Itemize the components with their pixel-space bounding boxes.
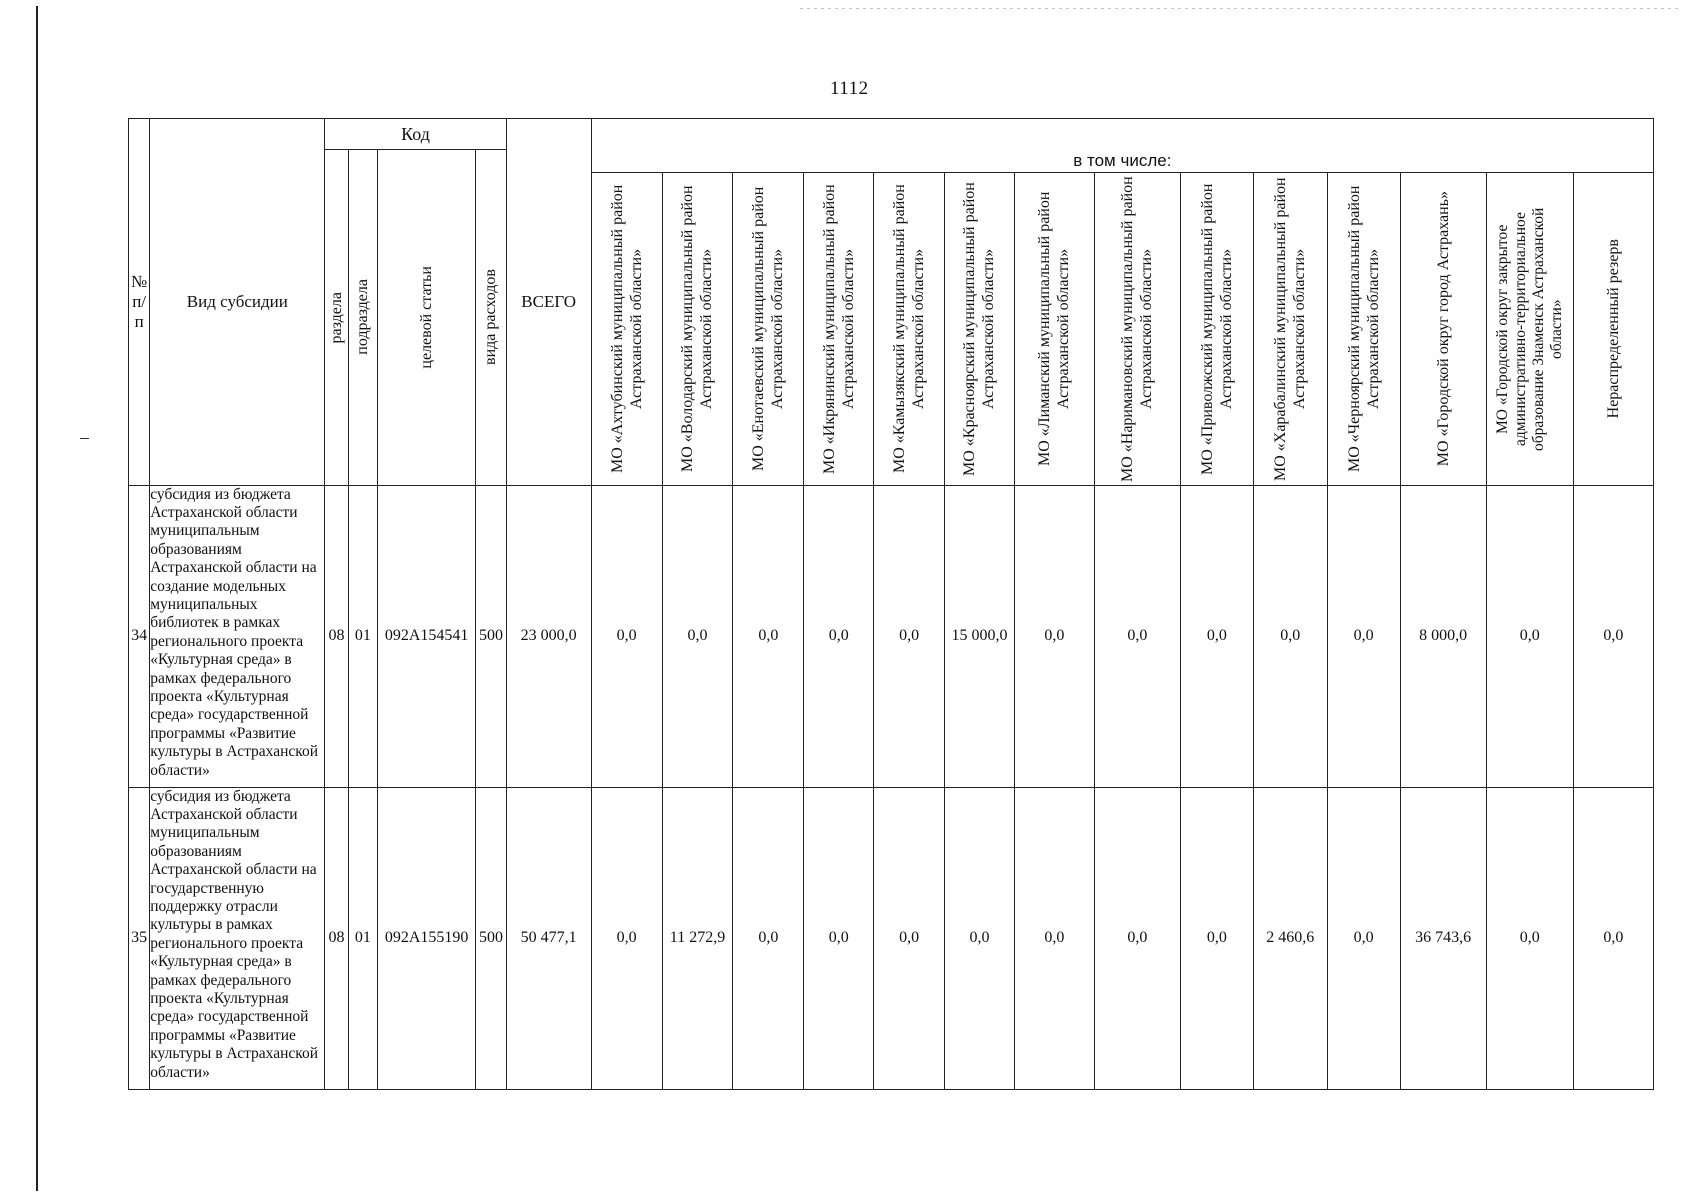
header-mo (733, 172, 804, 485)
row-value: 0,0 (1253, 485, 1327, 787)
header-subsidy-type: Вид субсидии (150, 119, 325, 486)
header-mo-label: МО «Икрянинский муниципальный район Астраханской области» (820, 183, 857, 474)
header-target (378, 150, 476, 486)
row-section: 08 (325, 485, 348, 787)
header-mo (945, 172, 1015, 485)
row-value: 0,0 (874, 485, 945, 787)
header-mo (1094, 172, 1180, 485)
header-mo (1400, 172, 1486, 485)
row-number: 35 (129, 787, 150, 1089)
header-mo-label: МО «Городской округ закрытое административно-территориальное образование Знаменск Астраханской области» (1493, 206, 1565, 451)
header-mo-label: МО «Городской округ город Астрахань» (1434, 190, 1452, 467)
scan-noise (800, 8, 1680, 9)
header-expense (476, 150, 506, 486)
header-target-label: целевой статьи (418, 265, 436, 369)
page-number: 1112 (830, 78, 869, 99)
header-reserve (1573, 172, 1653, 485)
row-value: 0,0 (1094, 787, 1180, 1089)
row-description: субсидия из бюджета Астраханской области муниципальным образованиям Астраханской области на создание модельных муниципальных библиотек в рамках регионального проекта «Культурная среда» в рамках федерального проекта «Культурная среда» государственной программы «Развитие культуры в Астраханской области» (150, 485, 325, 787)
header-mo-label: МО «Наримановский муниципальный район Астраханской области» (1119, 175, 1156, 482)
row-value: 0,0 (1486, 485, 1573, 787)
header-total: ВСЕГО (506, 119, 591, 486)
table-row (129, 787, 1654, 1089)
header-code: Код (325, 119, 506, 150)
row-number: 34 (129, 485, 150, 787)
row-value: 0,0 (804, 485, 874, 787)
row-subsection: 01 (348, 485, 377, 787)
header-mo (1014, 172, 1094, 485)
row-target: 092A155190 (378, 787, 476, 1089)
row-value: 0,0 (733, 485, 804, 787)
header-mo-label: МО «Володарский муниципальный район Астраханской области» (679, 185, 716, 472)
row-subsection: 01 (348, 787, 377, 1089)
header-mo-label: МО «Камызякский муниципальный район Астраханской области» (891, 184, 928, 473)
row-value: 0,0 (662, 485, 733, 787)
header-mo (591, 172, 662, 485)
header-mo-label: МО «Черноярский муниципальный район Астраханской области» (1345, 185, 1382, 472)
row-section: 08 (325, 787, 348, 1089)
header-mo (1253, 172, 1327, 485)
header-including-spacer (591, 119, 1653, 150)
header-mo (804, 172, 874, 485)
row-value: 8 000,0 (1400, 485, 1486, 787)
binding-line (36, 6, 38, 1191)
row-value: 36 743,6 (1400, 787, 1486, 1089)
row-description: субсидия из бюджета Астраханской области муниципальным образованиям Астраханской области на государственную поддержку отрасли культуры в рамках регионального проекта «Культурная среда» в рамках федерального проекта «Культурная среда» государственной программы «Развитие культуры в Астраханской области» (150, 787, 325, 1089)
table-row (129, 485, 1654, 787)
subsidy-table (128, 118, 1654, 1090)
row-value: 0,0 (591, 787, 662, 1089)
header-mo (874, 172, 945, 485)
header-subsection (348, 150, 377, 486)
header-mo (1327, 172, 1400, 485)
row-value: 0,0 (1094, 485, 1180, 787)
row-value: 0,0 (804, 787, 874, 1089)
row-total: 23 000,0 (506, 485, 591, 787)
header-including: в том числе: (591, 150, 1653, 173)
row-value: 0,0 (1327, 787, 1400, 1089)
row-target: 092A154541 (378, 485, 476, 787)
header-mo-label: МО «Ахтубинский муниципальный район Астраханской области» (608, 184, 645, 473)
header-mo-label: МО «Красноярский муниципальный район Астраханской области» (961, 181, 998, 476)
header-reserve-label: Нераспределенный резерв (1604, 238, 1622, 419)
row-expense: 500 (476, 787, 506, 1089)
header-mo-label: МО «Приволжский муниципальный район Астраханской области» (1198, 182, 1235, 475)
header-mo (662, 172, 733, 485)
row-total: 50 477,1 (506, 787, 591, 1089)
row-value: 0,0 (1014, 787, 1094, 1089)
header-section (325, 150, 348, 486)
row-value: 0,0 (1327, 485, 1400, 787)
row-value: 0,0 (1573, 787, 1653, 1089)
header-mo (1486, 172, 1573, 485)
row-value: 0,0 (1180, 787, 1253, 1089)
row-value: 0,0 (1486, 787, 1573, 1089)
row-value: 15 000,0 (945, 485, 1015, 787)
header-mo-label: МО «Харабалинский муниципальный район Астраханской области» (1272, 176, 1309, 481)
header-subsection-label: подраздела (354, 279, 372, 356)
header-mo-label: МО «Лиманский муниципальный район Астраханской области» (1036, 191, 1073, 466)
row-value: 0,0 (945, 787, 1015, 1089)
row-value: 0,0 (1180, 485, 1253, 787)
row-value: 0,0 (1573, 485, 1653, 787)
header-num: № п/п (129, 119, 150, 486)
header-expense-label: вида расходов (482, 269, 500, 366)
header-mo-label: МО «Енотаевский муниципальный район Астраханской области» (750, 186, 787, 471)
scan-mark (80, 438, 89, 439)
row-value: 2 460,6 (1253, 787, 1327, 1089)
row-value: 0,0 (1014, 485, 1094, 787)
row-value: 11 272,9 (662, 787, 733, 1089)
row-value: 0,0 (733, 787, 804, 1089)
header-section-label: раздела (328, 291, 346, 343)
header-mo (1180, 172, 1253, 485)
row-expense: 500 (476, 485, 506, 787)
row-value: 0,0 (591, 485, 662, 787)
row-value: 0,0 (874, 787, 945, 1089)
